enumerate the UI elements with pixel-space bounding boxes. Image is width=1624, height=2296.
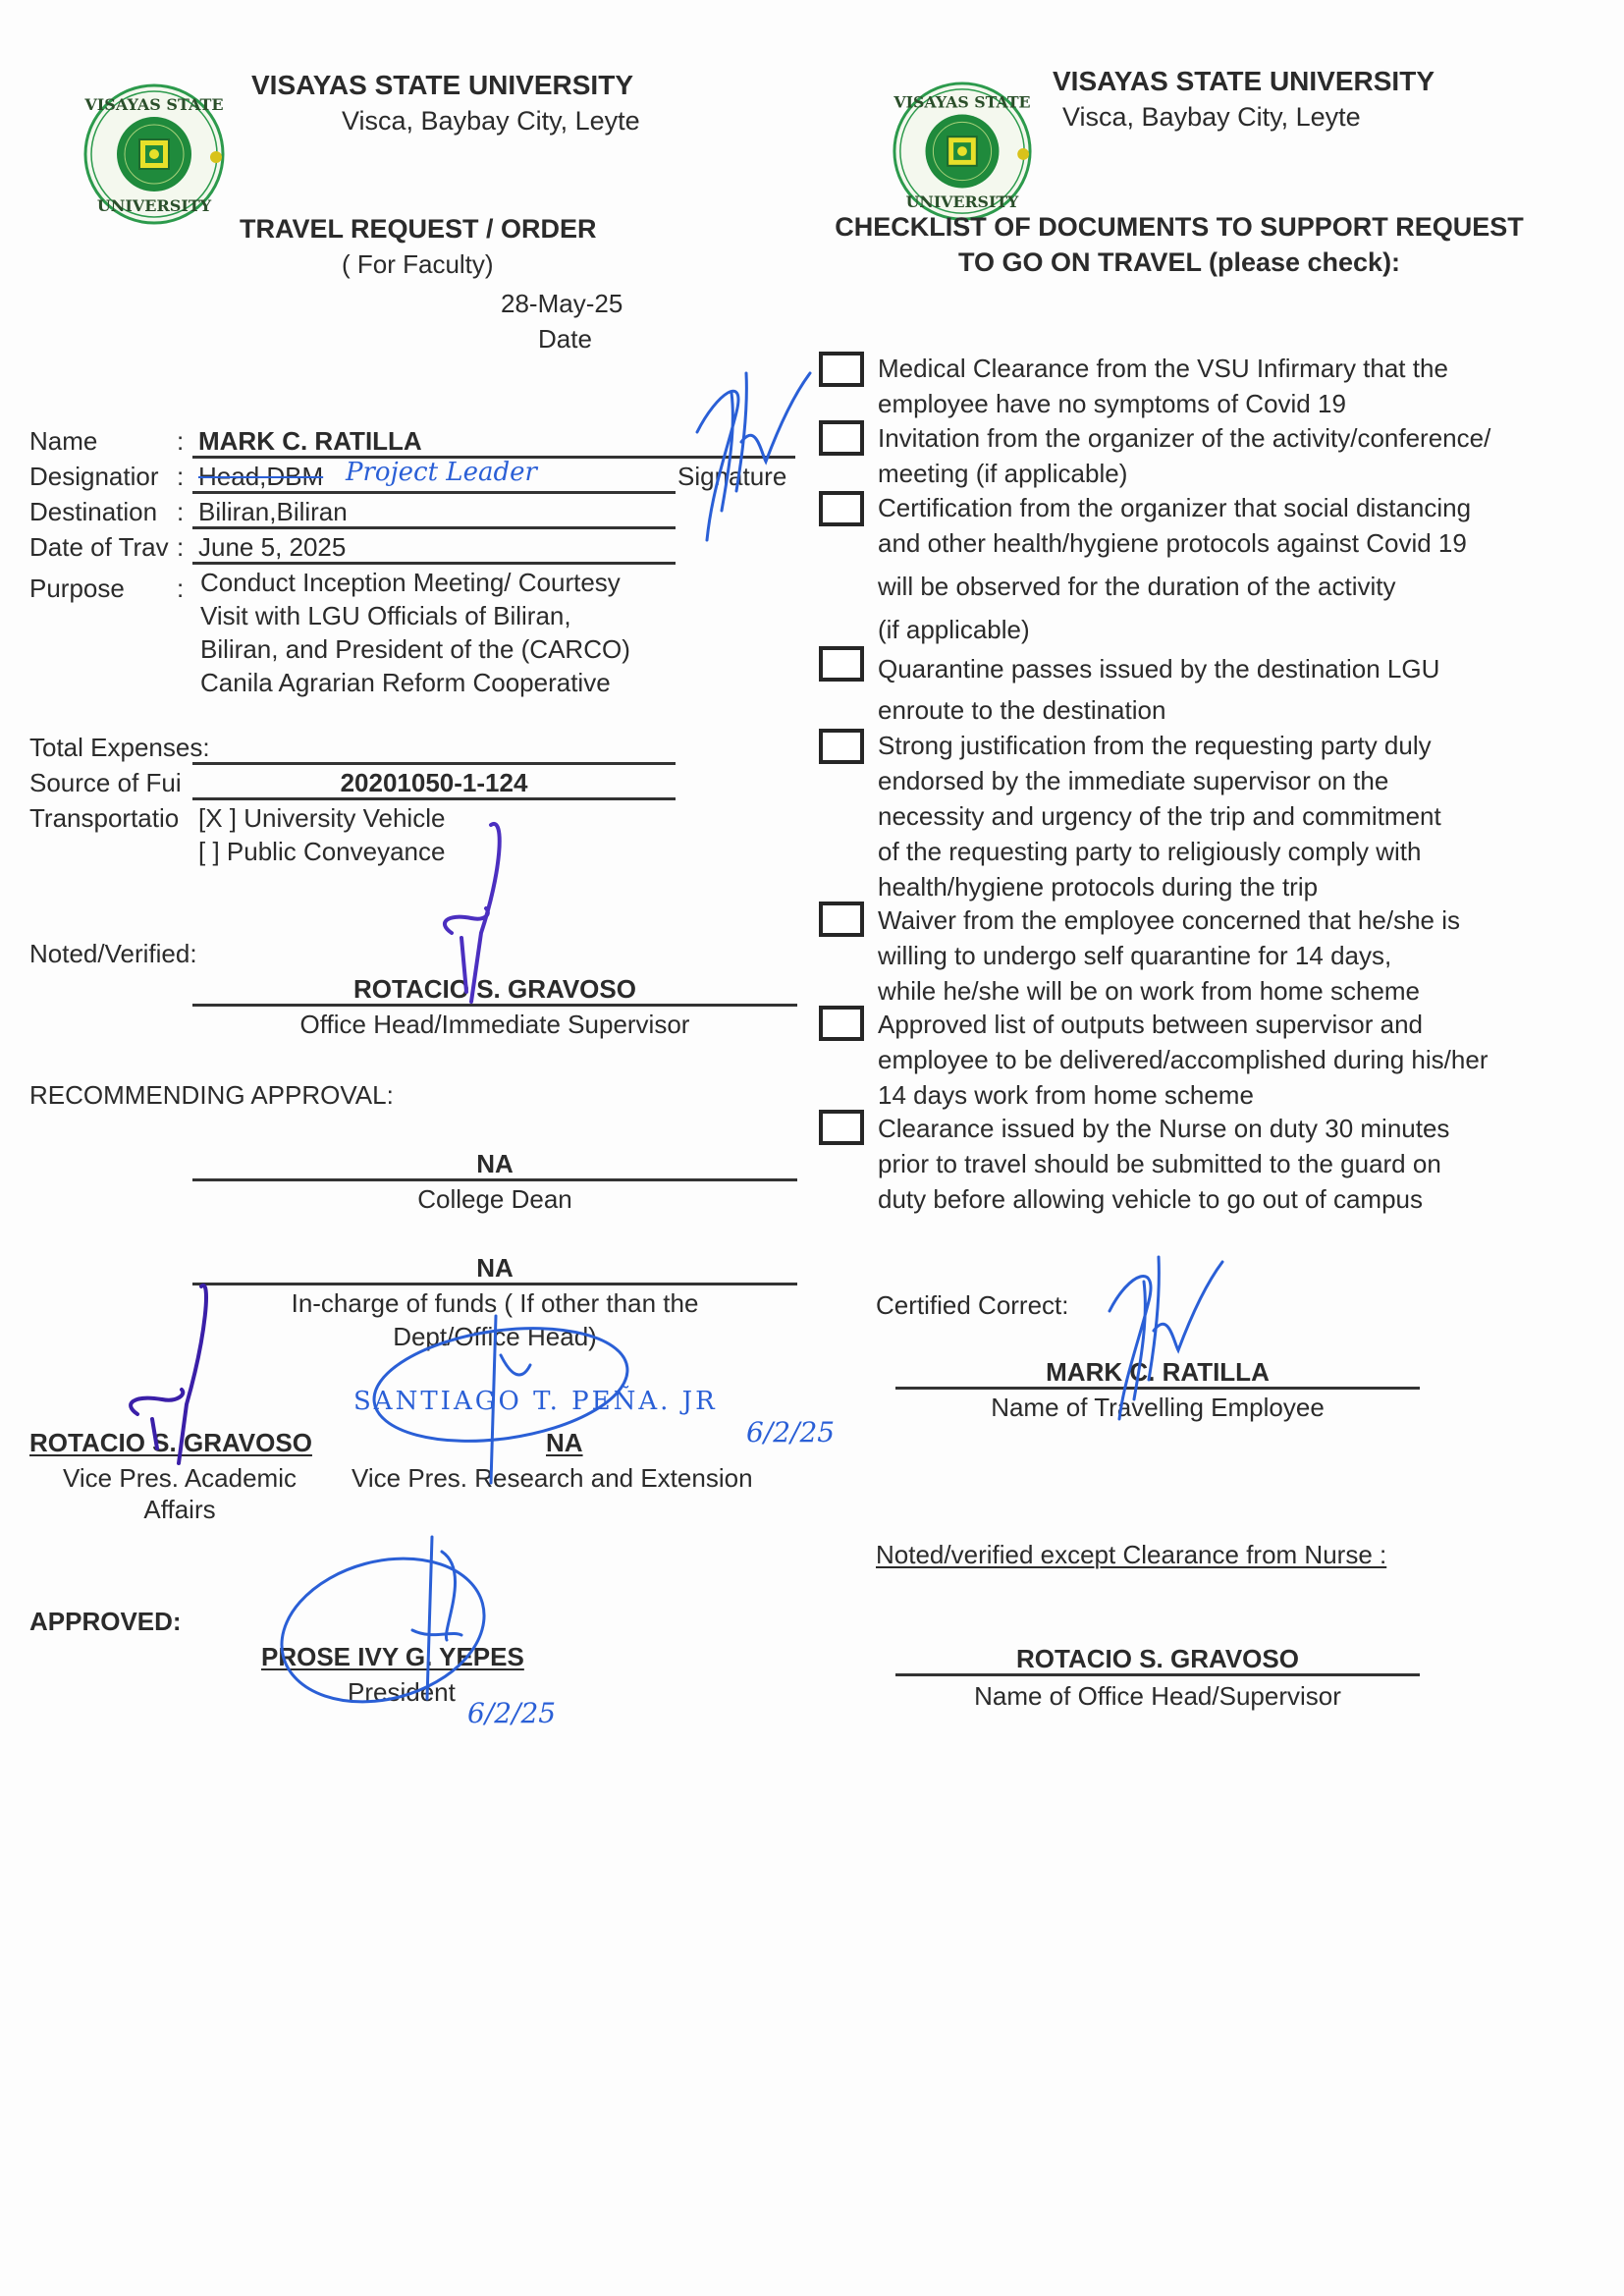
checklist-checkbox[interactable] xyxy=(819,420,864,456)
date-of-travel-underline xyxy=(192,562,676,565)
noted-verified-label: Noted/Verified: xyxy=(29,939,197,968)
colon: : xyxy=(177,426,185,456)
date-of-travel-value: June 5, 2025 xyxy=(198,532,347,562)
university-name: VISAYAS STATE UNIVERSITY xyxy=(251,70,633,100)
checklist-item-text: Approved list of outputs between supervisor and xyxy=(878,1010,1424,1039)
checklist-item-text: prior to travel should be submitted to the guard on xyxy=(878,1149,1441,1178)
travelling-employee-title: Name of Travelling Employee xyxy=(991,1393,1325,1422)
checklist-item-text: meeting (if applicable) xyxy=(878,459,1128,488)
vp-research-handwritten-date: 6/2/25 xyxy=(746,1416,836,1449)
checklist-item-text: Invitation from the organizer of the activity/conference/ xyxy=(878,423,1491,453)
vp-research-name: NA xyxy=(546,1428,583,1457)
date-of-travel-label: Date of Trav xyxy=(29,532,169,562)
office-head-name: ROTACIO S. GRAVOSO xyxy=(1016,1644,1299,1673)
university-name: VISAYAS STATE UNIVERSITY xyxy=(1053,66,1435,96)
source-of-funds-label: Source of Fui xyxy=(29,768,182,797)
funds-incharge-title-2: Dept/Office Head) xyxy=(393,1322,597,1351)
vp-academic-title-2: Affairs xyxy=(143,1495,216,1524)
noted-verified-title: Office Head/Immediate Supervisor xyxy=(299,1010,690,1039)
checklist-item-text: employee have no symptoms of Covid 19 xyxy=(878,389,1346,418)
president-name: PROSE IVY G. YEPES xyxy=(261,1642,524,1671)
svg-text:UNIVERSITY: UNIVERSITY xyxy=(905,192,1019,212)
vp-academic-title-1: Vice Pres. Academic xyxy=(63,1463,297,1493)
checklist-item-text: (if applicable) xyxy=(878,615,1030,644)
designation-underline xyxy=(192,491,676,494)
colon: : xyxy=(177,462,185,491)
travelling-employee-underline xyxy=(895,1387,1420,1390)
checklist-item-text: endorsed by the immediate supervisor on the xyxy=(878,766,1389,795)
checklist-checkbox[interactable] xyxy=(819,352,864,387)
checklist-item-text: of the requesting party to religiously comply with xyxy=(878,837,1422,866)
checklist-checkbox[interactable] xyxy=(819,1110,864,1145)
name-value: MARK C. RATILLA xyxy=(198,426,422,456)
name-label: Name xyxy=(29,426,98,456)
president-handwritten-date: 6/2/25 xyxy=(467,1697,557,1729)
checklist-checkbox[interactable] xyxy=(819,491,864,526)
checklist-checkbox[interactable] xyxy=(819,646,864,682)
checklist-item-text: Certification from the organizer that social distancing xyxy=(878,493,1472,522)
colon: : xyxy=(177,574,185,603)
purpose-line: Biliran, and President of the (CARCO) xyxy=(200,634,630,664)
vp-research-handwritten-name: SANTIAGO T. PEÑA. JR xyxy=(353,1387,718,1416)
college-dean-underline xyxy=(192,1178,797,1181)
purpose-value xyxy=(200,566,630,699)
checklist-checkbox[interactable] xyxy=(819,729,864,764)
purpose-label: Purpose xyxy=(29,574,125,603)
transport-option-public-conveyance[interactable] xyxy=(198,837,445,866)
checklist-item-text: Waiver from the employee concerned that he/she is xyxy=(878,905,1460,935)
university-seal-icon xyxy=(890,79,1035,224)
transport-option-university-vehicle[interactable] xyxy=(198,803,445,833)
office-head-title: Name of Office Head/Supervisor xyxy=(974,1681,1341,1711)
signature-label: Signature xyxy=(677,462,787,491)
checklist-item-text: while he/she will be on work from home scheme xyxy=(878,976,1421,1006)
checklist-item-text: necessity and urgency of the trip and commitment xyxy=(878,801,1441,831)
checklist-item-text: Strong justification from the requesting party duly xyxy=(878,731,1432,760)
transport-checkbox-mark[interactable]: [ ] xyxy=(198,837,220,866)
certified-correct-label: Certified Correct: xyxy=(876,1290,1069,1320)
funds-incharge-underline xyxy=(192,1283,797,1285)
university-seal-icon xyxy=(81,81,228,228)
source-of-funds-value: 20201050-1-124 xyxy=(340,768,528,797)
president-title: President xyxy=(348,1677,456,1707)
college-dean-name: NA xyxy=(476,1149,514,1178)
checklist-item-text: Medical Clearance from the VSU Infirmary that the xyxy=(878,354,1448,383)
designation-struck-value: Head,DBM xyxy=(198,462,324,491)
checklist-item-text: health/hygiene protocols during the trip xyxy=(878,872,1319,902)
transport-checkbox-mark[interactable]: [X ] xyxy=(198,803,238,833)
checklist-item-text: Clearance issued by the Nurse on duty 30 minutes xyxy=(878,1114,1450,1143)
vp-academic-name: ROTACIO S. GRAVOSO xyxy=(29,1428,312,1457)
checklist-item-text: will be observed for the duration of the activity xyxy=(878,572,1396,601)
checklist-checkbox[interactable] xyxy=(819,1006,864,1041)
checklist-item-text: Quarantine passes issued by the destination LGU xyxy=(878,654,1440,683)
office-head-underline xyxy=(895,1673,1420,1676)
total-expenses-label: Total Expenses: xyxy=(29,733,210,762)
approved-label: APPROVED: xyxy=(29,1607,182,1636)
total-expenses-underline xyxy=(192,762,676,765)
form-date: 28-May-25 xyxy=(501,289,623,318)
checklist-title-1: CHECKLIST OF DOCUMENTS TO SUPPORT REQUEST xyxy=(835,212,1524,242)
checklist-item-text: willing to undergo self quarantine for 14 days, xyxy=(878,941,1392,970)
recommending-approval-label: RECOMMENDING APPROVAL: xyxy=(29,1080,394,1110)
form-subtitle: ( For Faculty) xyxy=(342,249,494,279)
funds-incharge-title-1: In-charge of funds ( If other than the xyxy=(291,1288,699,1318)
transport-option-label: Public Conveyance xyxy=(226,837,446,866)
funds-incharge-name: NA xyxy=(476,1253,514,1283)
travelling-employee-name: MARK C. RATILLA xyxy=(1046,1357,1270,1387)
colon: : xyxy=(177,532,185,562)
university-address: Visca, Baybay City, Leyte xyxy=(342,106,640,136)
destination-label: Destination xyxy=(29,497,158,526)
purpose-line: Visit with LGU Officials of Biliran, xyxy=(200,601,571,630)
checklist-item-text: 14 days work from home scheme xyxy=(878,1080,1254,1110)
checklist-title-2: TO GO ON TRAVEL (please check): xyxy=(957,247,1401,277)
form-date-label: Date xyxy=(538,324,592,354)
checklist-checkbox[interactable] xyxy=(819,902,864,937)
destination-value: Biliran,Biliran xyxy=(198,497,348,526)
checklist-item-text: duty before allowing vehicle to go out of campus xyxy=(878,1184,1424,1214)
vp-research-title: Vice Pres. Research and Extension xyxy=(352,1463,753,1493)
checklist-item-text: enroute to the destination xyxy=(878,695,1166,725)
designation-label: Designatior xyxy=(29,462,159,491)
employee-signature-icon xyxy=(687,354,825,550)
checklist-item-text: employee to be delivered/accomplished during his/her xyxy=(878,1045,1489,1074)
college-dean-title: College Dean xyxy=(417,1184,572,1214)
noted-verified-underline xyxy=(192,1004,797,1007)
noted-except-nurse-label: Noted/verified except Clearance from Nurse : xyxy=(876,1540,1387,1569)
svg-text:VISAYAS STATE: VISAYAS STATE xyxy=(84,95,224,114)
purpose-line: Conduct Inception Meeting/ Courtesy xyxy=(200,568,621,597)
university-address: Visca, Baybay City, Leyte xyxy=(1062,102,1361,132)
designation-handwritten-value: Project Leader xyxy=(346,458,537,487)
source-of-funds-underline xyxy=(192,797,676,800)
noted-verified-name: ROTACIO S. GRAVOSO xyxy=(353,974,636,1004)
purpose-line: Canila Agrarian Reform Cooperative xyxy=(200,668,611,697)
svg-text:VISAYAS STATE: VISAYAS STATE xyxy=(893,92,1031,112)
destination-underline xyxy=(192,526,676,529)
transport-option-label: University Vehicle xyxy=(244,803,446,833)
svg-text:UNIVERSITY: UNIVERSITY xyxy=(96,196,212,215)
checklist-item-text: and other health/hygiene protocols against Covid 19 xyxy=(878,528,1467,558)
form-title: TRAVEL REQUEST / ORDER xyxy=(240,214,597,244)
transportation-label: Transportatio xyxy=(29,803,180,833)
colon: : xyxy=(177,497,185,526)
